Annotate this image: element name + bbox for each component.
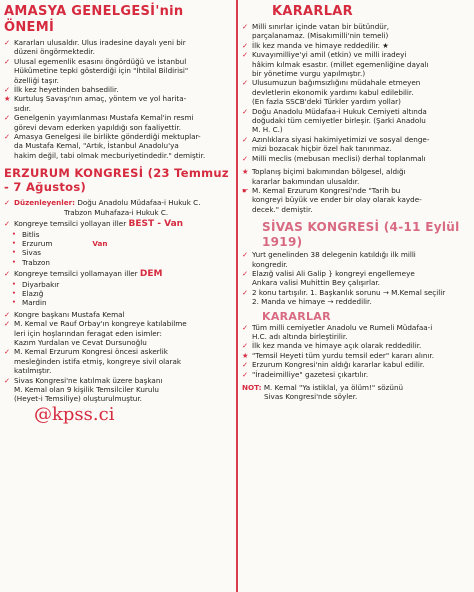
- amasya-item: [4, 57, 232, 85]
- dot-icon: •: [12, 289, 16, 297]
- amasya-text: Ulusal egemenlik esasını öngördüğü ve İstanbul: [14, 56, 187, 66]
- best-item: [4, 248, 232, 257]
- amasya-bullet-icon: ✓: [4, 56, 11, 66]
- amasya-text: Genelgenin yayımlanması Mustafa Kemal'in resmi: [14, 113, 194, 123]
- note-text: decek." demiştir.: [252, 204, 313, 214]
- kararlar2-text: "Temsil Heyeti tüm yurdu temsil eder" kararı alınır.: [252, 350, 435, 360]
- amasya-text: İlk kez heyetinden bahsedilir.: [14, 85, 119, 95]
- van-label: Van: [92, 238, 108, 248]
- note-text: M. Kemal Erzurum Kongresi'nde "Tarih bu: [252, 185, 401, 195]
- erzurum-text: (Heyet-i Temsiliye) oluşturulmuştur.: [14, 394, 142, 404]
- best-item: [4, 239, 232, 248]
- kararlar-list: [242, 22, 470, 163]
- kararlar-text: devletlerin ekonomik yardımı kabul edilebilir.: [252, 87, 414, 97]
- kararlar-text: Ulusumuzun bağımsızlığını müdahale etmeyen: [252, 78, 421, 88]
- amasya-title: AMASYA GENELGESİ'nin ÖNEMİ: [4, 4, 184, 35]
- kararlar2-item: [242, 370, 470, 379]
- dem-text: Kongreye temsilci yollamayan iller: [14, 269, 138, 279]
- sivas-text: kongredir.: [252, 259, 288, 269]
- amasya-item: [4, 113, 232, 132]
- amasya-bullet-icon: ✓: [4, 132, 11, 142]
- kararlar-bullet-icon: ✓: [242, 153, 249, 163]
- duzenleyenler-label: Düzenleyenler:: [14, 198, 76, 208]
- kararlar-text: doğudaki tüm cemiyetler birleşir. (Şarki Anadolu: [252, 116, 426, 126]
- dem-item: [4, 289, 232, 298]
- erzurum-text: katılmıştır.: [14, 366, 52, 376]
- erzurum-list: [4, 310, 232, 404]
- kararlar2-bullet-icon: ✓: [242, 322, 249, 332]
- note-text: kongreyi büyük ve ender bir olay olarak kayde-: [252, 195, 422, 205]
- note-bullet-icon: ☛: [242, 185, 249, 195]
- amasya-bullet-icon: ✓: [4, 38, 11, 47]
- amasya-text: Kararları ulusaldır. Ulus iradesine dayalı yeni bir: [14, 38, 186, 47]
- best-list: [4, 230, 232, 268]
- dot-icon: •: [12, 230, 16, 238]
- kararlar-text: (En fazla SSCB'deki Türkler yardım yollar): [252, 97, 401, 107]
- amasya-item: [4, 85, 232, 94]
- kararlar-bullet-icon: ✓: [242, 106, 249, 116]
- dem-item: [4, 298, 232, 307]
- kararlar2-item: [242, 323, 470, 342]
- kararlar-text: M. H. C.): [252, 125, 283, 135]
- dem-item: [4, 280, 232, 289]
- kararlar-bullet-icon: ✓: [242, 50, 249, 60]
- kararlar-item: [242, 50, 470, 78]
- erzurum-text: Kazım Yurdalan ve Cevat Dursunoğlu: [14, 337, 147, 347]
- sivas-item: [242, 250, 470, 269]
- right-column: [242, 0, 470, 402]
- sivas-text: Yurt genelinden 38 delegenin katıldığı ilk milli: [252, 250, 416, 260]
- sivas-title: SİVAS KONGRESİ (4-11 Eylül 1919): [262, 220, 460, 250]
- kararlar2-bullet-icon: ★: [242, 350, 249, 360]
- kararlar-item: [242, 78, 470, 106]
- kararlar-text: Milli meclis (mebusan meclisi) derhal toplanmalı: [252, 153, 426, 163]
- amasya-text: Amasya Genelgesi ile birlikte gönderdiği mektuplar-: [14, 132, 201, 142]
- amasya-text: özelliği taşır.: [14, 75, 59, 85]
- amasya-text: görevi devam ederken yapıldığı son faaliyettir.: [14, 122, 181, 132]
- duzenleyenler-line-2: Trabzon Muhafaza-i Hukuk C.: [64, 207, 169, 217]
- sivas-bullet-icon: ✓: [242, 268, 249, 278]
- best-item: [4, 230, 232, 239]
- sivas-bullet-icon: ✓: [242, 250, 249, 260]
- kararlar2-text: İlk kez manda ve himaye açık olarak reddedilir.: [252, 341, 422, 351]
- kararlar2-item: [242, 360, 470, 369]
- erzurum-text: M. Kemal ve Rauf Orbay'ın kongreye katılabilme: [14, 319, 187, 329]
- dem-list: [4, 280, 232, 308]
- erzurum-item: [4, 347, 232, 375]
- kararlar-item: [242, 22, 470, 41]
- kararlar-text: Milli sınırlar içinde vatan bir bütündür,: [252, 22, 390, 31]
- duzenleyenler-line-1: Doğu Anadolu Müdafaa-i Hukuk C.: [77, 198, 201, 208]
- best-text: Erzurum: [22, 238, 53, 248]
- not-label: NOT:: [242, 383, 262, 392]
- amasya-text: sıdır.: [14, 103, 31, 113]
- amasya-item: [4, 132, 232, 160]
- amasya-text: da Mustafa Kemal, "Artık, İstanbul Anadolu'ya: [14, 141, 179, 151]
- kararlar2-text: Erzurum Kongresi'nin aldığı kararlar kabul edilir.: [252, 360, 425, 370]
- kararlar2-list: [242, 323, 470, 379]
- sivas-text: 2 konu tartışılır. 1. Başkanlık sorunu → M.Kemal seçilir: [252, 287, 446, 297]
- dot-icon: •: [12, 258, 16, 266]
- dem-label: DEM: [139, 269, 163, 280]
- erzurum-bullet-icon: ✓: [4, 347, 11, 357]
- amasya-bullet-icon: ✓: [4, 113, 11, 123]
- kararlar2-bullet-icon: ✓: [242, 360, 249, 370]
- kararlar2-bullet-icon: ✓: [242, 341, 249, 351]
- kararlar-item: [242, 135, 470, 154]
- best-label: BEST - Van: [128, 219, 184, 230]
- best-line: ✓ Kongreye temsilci yollayan iller BEST - Van: [4, 219, 184, 230]
- dot-icon: •: [12, 299, 16, 307]
- amasya-bullet-icon: ★: [4, 94, 11, 104]
- sivas-bullet-icon: ✓: [242, 287, 249, 297]
- sivas-item: [242, 269, 470, 288]
- not-line-2: Sivas Kongresi'nde söyler.: [264, 392, 358, 402]
- dot-icon: •: [12, 249, 16, 257]
- kararlar-text: mizi bozacak hiçbir özel hak tanınmaz.: [252, 144, 392, 154]
- watermark-handle: @kpss.ci: [34, 403, 115, 425]
- erzurum-item: [4, 319, 232, 347]
- erzurum-title: ERZURUM KONGRESİ (23 Temmuz - 7 Ağustos): [4, 166, 229, 195]
- best-text: Sivas: [22, 248, 41, 258]
- not-block: [242, 383, 470, 402]
- duzenleyenler-block: ✓ Düzenleyenler: Doğu Anadolu Müdafaa-i Hukuk C. Trabzon Muhafaza-i Hukuk C.: [4, 198, 232, 217]
- dem-text: Diyarbakır: [22, 279, 60, 289]
- kararlar-text: hâkim kılmak esastır. (millet egemenliğine dayalı: [252, 59, 429, 69]
- kararlar2-bullet-icon: ✓: [242, 369, 249, 379]
- kararlar-item: [242, 154, 470, 163]
- dem-text: Elazığ: [22, 288, 44, 298]
- erzurum-item: [4, 310, 232, 319]
- erzurum-text: Sivas Kongresi'ne katılmak üzere başkanı: [14, 375, 163, 385]
- kararlar-text: bir yönetime vurgu yapılmıştır.): [252, 69, 366, 79]
- note-item: [242, 186, 470, 214]
- kararlar-bullet-icon: ✓: [242, 78, 249, 88]
- best-item: [4, 258, 232, 267]
- kararlar-bullet-icon: ✓: [242, 40, 249, 50]
- note-text: Toplanış biçimi bakımından bölgesel, aldığı: [252, 167, 406, 177]
- temsilci-text: Kongreye temsilci yollayan iller: [14, 219, 127, 229]
- kararlar-text: İlk kez manda ve himaye reddedilir. ★: [252, 40, 389, 50]
- best-text: Bitlis: [22, 229, 40, 239]
- not-line-1: M. Kemal "Ya istiklal, ya ölüm!" sözünü: [263, 383, 404, 392]
- note-bullet-icon: ★: [242, 167, 249, 177]
- sivas-list: [242, 250, 470, 306]
- kararlar-item: [242, 107, 470, 135]
- best-text: Trabzon: [22, 257, 50, 267]
- amasya-item: [4, 38, 232, 57]
- left-column: [4, 0, 232, 425]
- note-item: [242, 167, 470, 186]
- amasya-item: [4, 94, 232, 113]
- dot-icon: •: [12, 280, 16, 288]
- kararlar2-item: [242, 351, 470, 360]
- erzurum-bullet-icon: ✓: [4, 375, 11, 385]
- kararlar-text: Azınlıklara siyasi hakimiyetimizi ve sosyal denge-: [252, 134, 430, 144]
- amasya-list: [4, 38, 232, 160]
- sivas-text: Elazığ valisi Ali Galip } kongreyi engellemeye: [252, 268, 415, 278]
- erzurum-item: [4, 376, 232, 404]
- kararlar-text: Kuvayımilliye'yi amil (etkin) ve milli iradeyi: [252, 50, 407, 60]
- erzurum-bullet-icon: ✓: [4, 319, 11, 329]
- sivas-item: [242, 288, 470, 297]
- sivas-item: [242, 297, 470, 306]
- erzurum-text: Kongre başkanı Mustafa Kemal: [14, 309, 125, 319]
- erzurum-text: leri için hoşlarından feragat eden isimler:: [14, 328, 162, 338]
- kararlar2-text: Tüm milli cemiyetler Anadolu ve Rumeli Müdafaa-i: [252, 322, 433, 332]
- erzurum-text: M. Kemal Erzurum Kongresi öncesi askerlik: [14, 347, 168, 357]
- kararlar-title: KARARLAR: [272, 4, 353, 19]
- amasya-bullet-icon: ✓: [4, 85, 11, 95]
- kararlar2-title: KARARLAR: [262, 309, 331, 323]
- erzurum-bullet-icon: ✓: [4, 309, 11, 319]
- kararlar-text: Doğu Anadolu Müdafaa-i Hukuk Cemiyeti altında: [252, 106, 427, 116]
- amasya-text: hakim değil, tabi olmak mecburiyetindedir." demiştir.: [14, 150, 206, 160]
- amasya-text: Hükümetine tepki gösterdiği için "İhtilal Bildirisi": [14, 66, 189, 76]
- column-divider: [236, 0, 238, 592]
- note-list: [242, 167, 470, 214]
- amasya-text: düzeni öngörmektedir.: [14, 47, 95, 57]
- kararlar-text: parçalanamaz. (Misakımilli'nin temeli): [252, 31, 389, 41]
- kararlar2-text: "İradeimilliye" gazetesi çıkartılır.: [252, 369, 369, 379]
- note-text: kararlar bakımından ulusaldır.: [252, 176, 360, 186]
- dot-icon: •: [12, 239, 16, 247]
- dem-line: ✓ Kongreye temsilci yollamayan iller DEM: [4, 269, 163, 280]
- sivas-text: Ankara valisi Muhittin Bey çalışırlar.: [252, 278, 380, 288]
- kararlar-bullet-icon: ✓: [242, 134, 249, 144]
- kararlar-item: [242, 41, 470, 50]
- kararlar2-item: [242, 341, 470, 350]
- kararlar-bullet-icon: ✓: [242, 22, 249, 31]
- erzurum-text: M. Kemal olan 9 kişilik Temsilciler Kurulu: [14, 385, 159, 394]
- dem-text: Mardin: [22, 298, 47, 308]
- kararlar2-text: H.C. adı altında birleştirilir.: [252, 331, 348, 341]
- amasya-text: Kurtuluş Savaşı'nın amaç, yöntem ve yol harita-: [14, 94, 187, 104]
- erzurum-text: mesleğinden istifa etmiş, kongreye sivil olarak: [14, 356, 182, 366]
- sivas-text: 2. Manda ve himaye → reddedilir.: [252, 297, 372, 307]
